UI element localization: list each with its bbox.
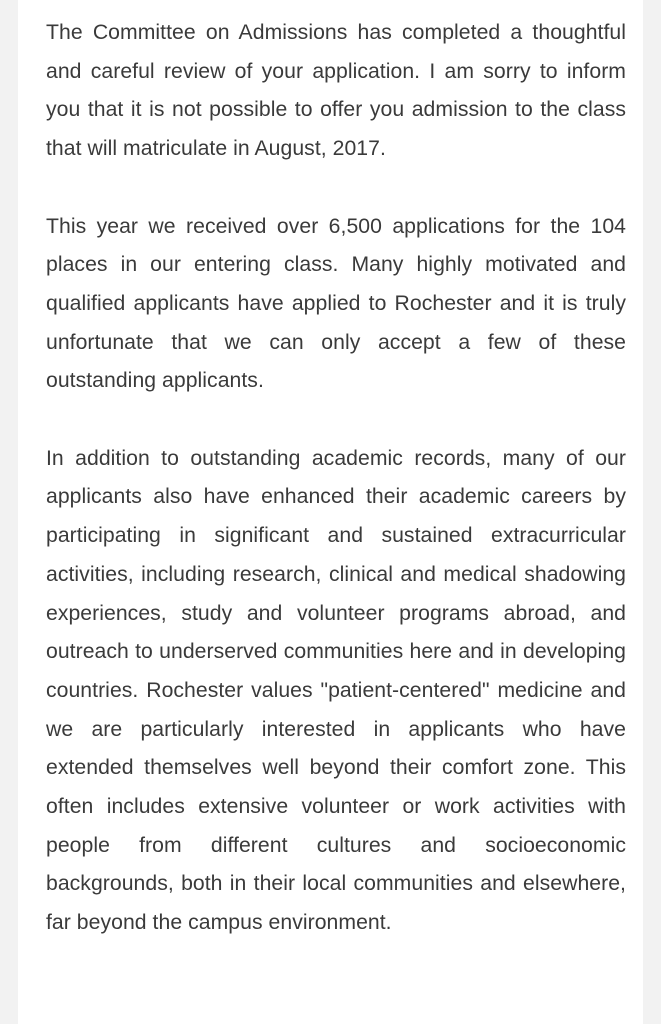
- letter-body: [46, 14, 626, 943]
- paragraph-review-outcome: The Committee on Admissions has completed a thoughtful and careful review of your application. I am sorry to inform you that it is not possible to offer you admission to the class that will matriculate in August, 2017.: [46, 21, 626, 161]
- paragraph-application-volume: This year we received over 6,500 applications for the 104 places in our entering class. Many highly motivated and qualified applicants have applied to Rochester and it is truly unfortunate that we can only accept a few of these outstanding applicants.: [46, 214, 626, 393]
- paragraph-applicant-qualities: In addition to outstanding academic records, many of our applicants also have enhanced their academic careers by participating in significant and sustained extracurricular activities, including research, clinical and medical shadowing experiences, study and volunteer programs abroad, and outreach to underserved communities here and in developing countries. Rochester values "patient-centered" medicine and we are particularly interested in applicants who have extended themselves well beyond their comfort zone. This often includes extensive volunteer or work activities with people from different cultures and socioeconomic backgrounds, both in their local communities and elsewhere, far beyond the campus environment.: [46, 446, 626, 935]
- letter-page: [18, 0, 643, 1024]
